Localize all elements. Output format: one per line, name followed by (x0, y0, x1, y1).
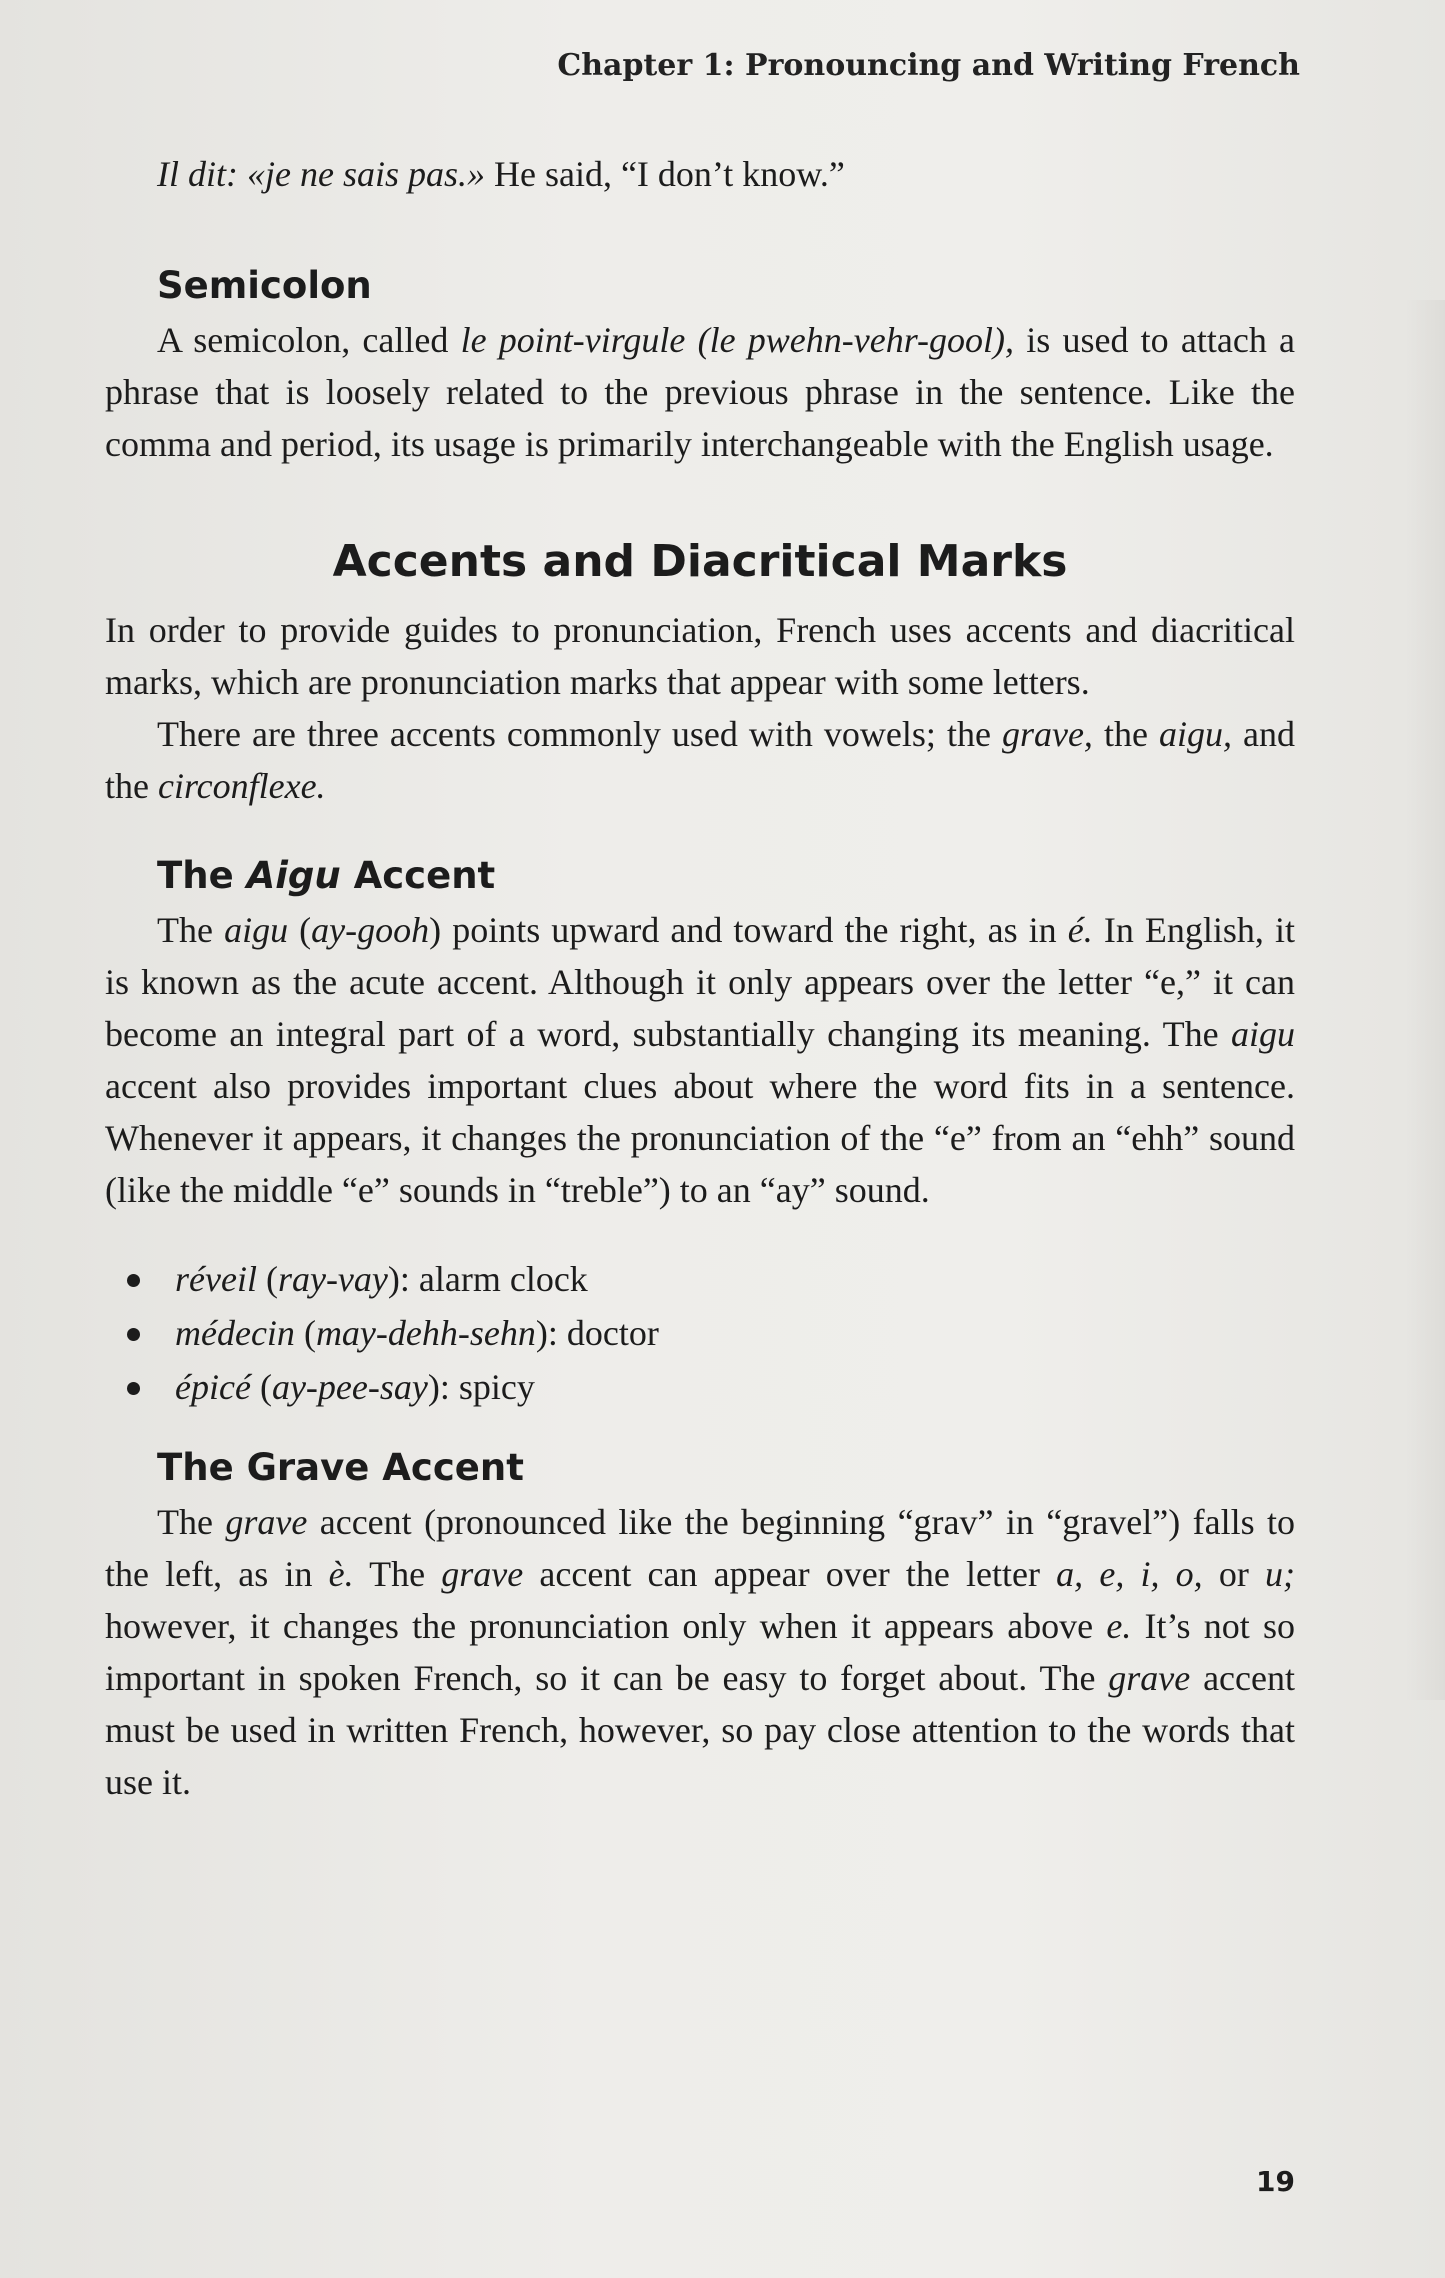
aigu-heading: The Aigu Accent (157, 854, 496, 897)
semicolon-heading: Semicolon (157, 264, 372, 307)
semicolon-paragraph: A semicolon, called le point-virgule (le pwehn-vehr-gool), is used to attach a phrase that is loosely related to the previous phrase in the sentence. Like the comma and period, its usage is primarily interchangeable with the English usage. (105, 320, 1296, 464)
grave-heading: The Grave Accent (157, 1446, 524, 1489)
aigu-paragraph: The aigu (ay-gooh) points upward and toward the right, as in é. In English, it is known as the acute accent. Although it only appears over the letter “e,” it can become an integral part of a word, substantially changing its meaning. The aigu accent also provides important clues about where the word fits in a sentence. Whenever it appears, it changes the pronunciation of the “e” from an “ehh” sound (like the middle “e” sounds in “treble”) to an “ay” sound. (105, 910, 1296, 1210)
aigu-examples-list (105, 1252, 1295, 1414)
page-number: 19 (1256, 2165, 1295, 2198)
page-shadow (1405, 300, 1445, 1700)
running-head: Chapter 1: Pronouncing and Writing French (557, 48, 1300, 83)
list-item: épicé (ay-pee-say): spicy (125, 1360, 1295, 1414)
quote-english: He said, “I don’t know.” (484, 154, 845, 194)
accents-heading: Accents and Diacritical Marks (332, 536, 1068, 587)
accents-paragraph-1: In order to provide guides to pronunciation, French uses accents and diacritical marks, which are pronunciation marks that appear with some letters. (105, 610, 1295, 702)
spacer (105, 470, 1295, 530)
quote-line (105, 148, 1295, 200)
grave-paragraph: The grave accent (pronounced like the beginning “grav” in “gravel”) falls to the left, as in è. The grave accent can appear over the letter a, e, i, o, or u; however, it changes the pronunciation only when it appears above e. It’s not so important in spoken French, so it can be easy to forget about. The grave accent must be used in written French, however, so pay close attention to the words that use it. (105, 1502, 1296, 1802)
accents-paragraph-2: There are three accents commonly used with vowels; the grave, the aigu, and the circonflexe. (105, 714, 1296, 806)
list-item: médecin (may-dehh-sehn): doctor (125, 1306, 1295, 1360)
page-content (105, 148, 1295, 1808)
quote-french: Il dit: «je ne sais pas.» (157, 154, 485, 194)
list-item: réveil (ray-vay): alarm clock (125, 1252, 1295, 1306)
